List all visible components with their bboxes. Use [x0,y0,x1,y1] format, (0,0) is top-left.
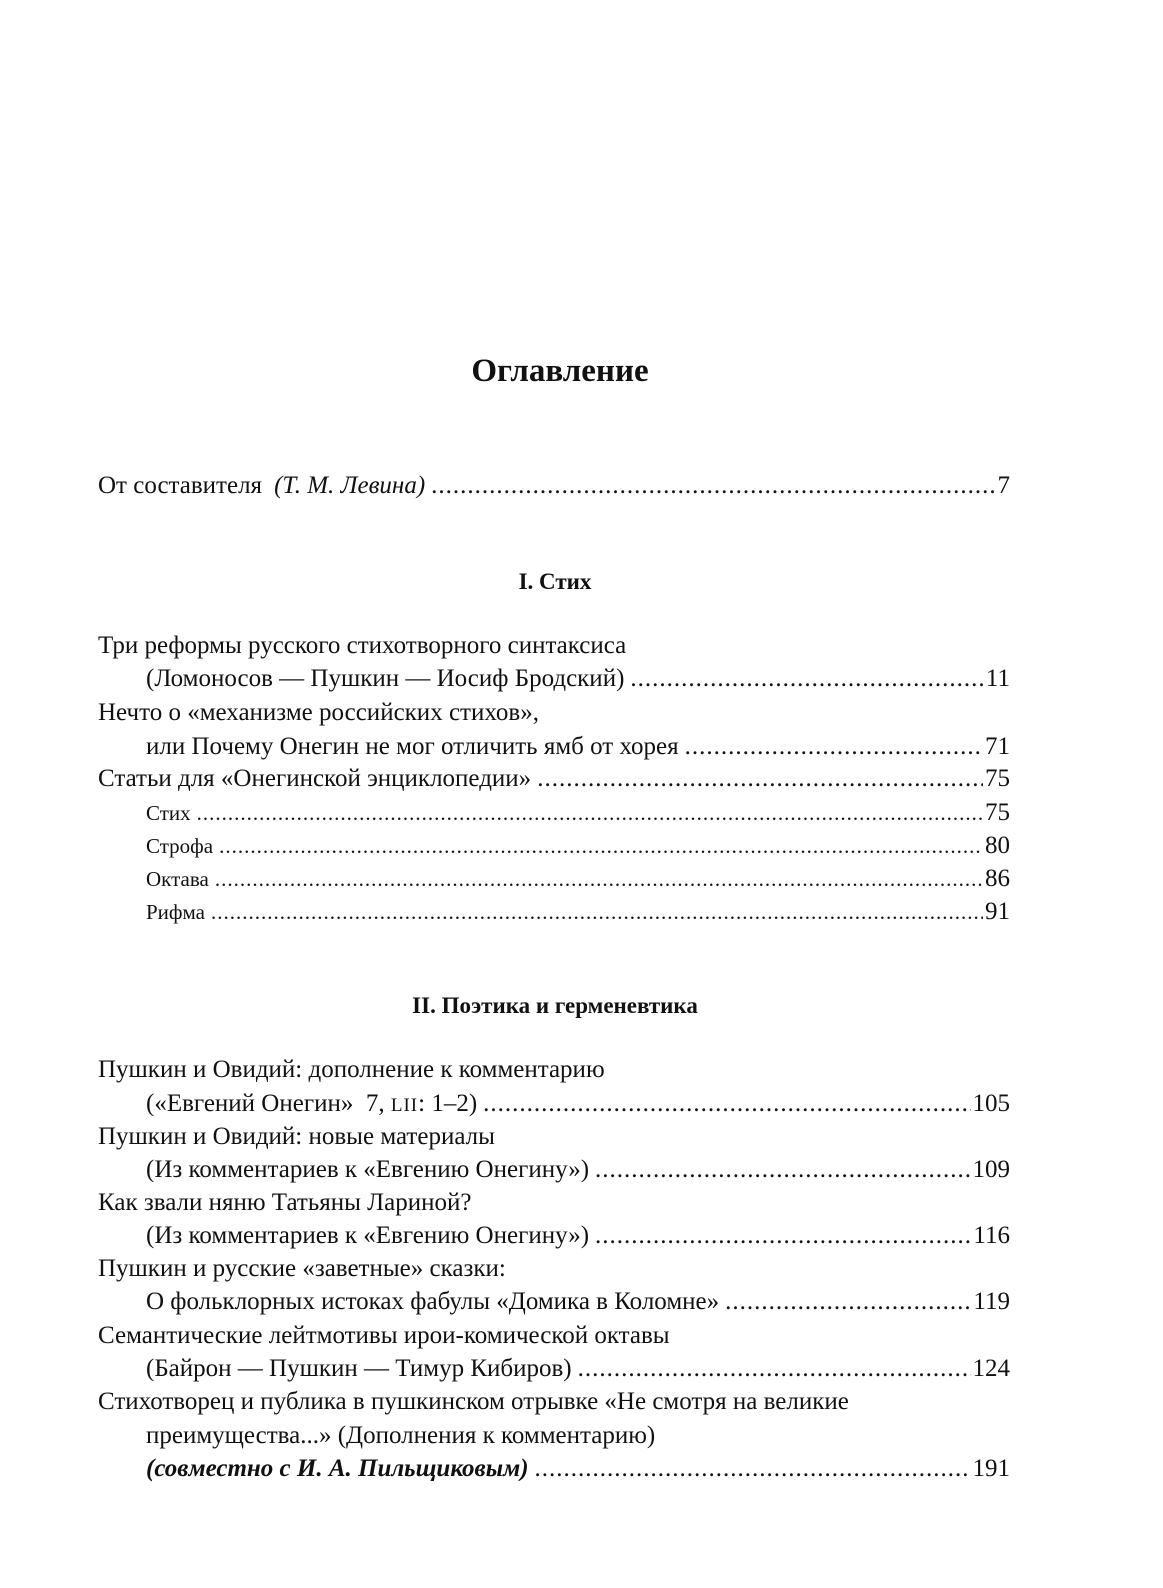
entry-label: Нечто о «механизме российских стихов», [98,699,539,726]
page-number: 75 [985,799,1010,826]
entry-label: Статьи для «Онегинской энциклопедии» [98,765,532,792]
toc-entry-line[interactable] [98,1386,1010,1418]
page-number: 109 [972,1156,1010,1183]
page-number: 105 [972,1090,1010,1117]
entry-label: Пушкин и Овидий: дополнение к комментарию [98,1056,605,1083]
entry-label: Стихотворец и публика в пушкинском отрывке «Не смотря на великие [98,1388,849,1415]
dot-leader [685,731,983,763]
page-number: 71 [985,733,1010,760]
toc-subentry[interactable] [146,830,1010,862]
dot-leader [431,470,995,502]
page-number: 91 [985,898,1010,925]
page-number: 119 [973,1288,1010,1315]
toc-entry-line[interactable] [146,1088,1010,1122]
dot-leader [219,830,983,862]
dot-leader [535,1453,971,1485]
toc-subentry[interactable] [146,863,1010,895]
section-heading-1: I. Стих [518,569,592,594]
page-number: 124 [972,1355,1010,1382]
toc-entry-line[interactable] [98,1054,1010,1086]
toc-entry-line[interactable] [98,1320,1010,1352]
dot-leader [630,663,984,695]
page-title: Оглавление [471,353,649,389]
toc-entry-line[interactable] [98,1121,1010,1153]
dot-leader [483,1088,970,1120]
entry-label-part: : 1–2) [418,1090,478,1117]
dot-leader [578,1353,971,1385]
toc-subentry[interactable] [146,896,1010,928]
page-number: 11 [985,665,1010,692]
entry-label: (Из комментариев к «Евгению Онегину») [146,1222,590,1249]
entry-label-part: («Евгений Онегин» 7, [146,1090,391,1117]
entry-label: Строфа [146,834,214,858]
page-number: 75 [985,765,1010,792]
entry-label: О фольклорных истоках фабулы «Домика в Коломне» [146,1288,720,1315]
toc-entry-line[interactable] [146,1420,1010,1452]
entry-coauthor: (совместно с И. А. Пильщиковым) [146,1455,529,1482]
toc-entry-line[interactable] [146,663,1010,695]
page-number: 191 [972,1455,1010,1482]
entry-label: (Байрон — Пушкин — Тимур Кибиров) [146,1355,572,1382]
entry-label [146,1088,477,1122]
dot-leader [725,1286,971,1318]
dot-leader [595,1220,971,1252]
toc-entry-line[interactable] [98,697,1010,729]
entry-author: (Т. М. Левина) [274,472,426,499]
toc-entry-line[interactable] [146,1286,1010,1318]
entry-label: (Из комментариев к «Евгению Онегину») [146,1156,590,1183]
roman-numeral: LII [390,1095,419,1116]
dot-leader [211,896,983,928]
entry-label: Как звали няню Татьяны Лариной? [98,1189,472,1216]
page-number: 86 [985,865,1010,892]
toc-entry-line[interactable] [98,1187,1010,1219]
entry-label: Пушкин и русские «заветные» сказки: [98,1255,506,1282]
page-number: 80 [985,832,1010,859]
page-number: 116 [973,1222,1010,1249]
entry-label: Три реформы русского стихотворного синтаксиса [98,632,627,659]
toc-entry-line[interactable] [98,763,1010,795]
entry-label: (Ломоносов — Пушкин — Иосиф Бродский) [146,665,625,692]
entry-label: или Почему Онегин не мог отличить ямб от хорея [146,733,679,760]
dot-leader [197,797,983,829]
toc-entry-line[interactable] [146,731,1010,763]
entry-label: Октава [146,867,209,891]
toc-entry-line[interactable] [146,1453,1010,1485]
section-heading-2: II. Поэтика и герменевтика [412,993,698,1018]
entry-label: От составителя [98,472,263,499]
toc-entry-line[interactable] [98,1253,1010,1285]
dot-leader [595,1154,970,1186]
toc-entry-line[interactable] [98,630,1010,662]
entry-label: Семантические лейтмотивы ирои-комической октавы [98,1322,670,1349]
dot-leader [215,863,983,895]
toc-entry-line[interactable] [146,1353,1010,1385]
entry-label: Рифма [146,900,205,924]
entry-label: Пушкин и Овидий: новые материалы [98,1123,495,1150]
entry-label: преимущества...» (Дополнения к комментарию) [146,1422,656,1449]
toc-entry-line[interactable] [146,1154,1010,1186]
toc-subentry[interactable] [146,797,1010,829]
page-number: 7 [997,472,1010,499]
toc-entry-preface[interactable] [98,470,1010,502]
toc-entry-line[interactable] [146,1220,1010,1252]
dot-leader [537,763,983,795]
entry-label: Стих [146,801,191,825]
